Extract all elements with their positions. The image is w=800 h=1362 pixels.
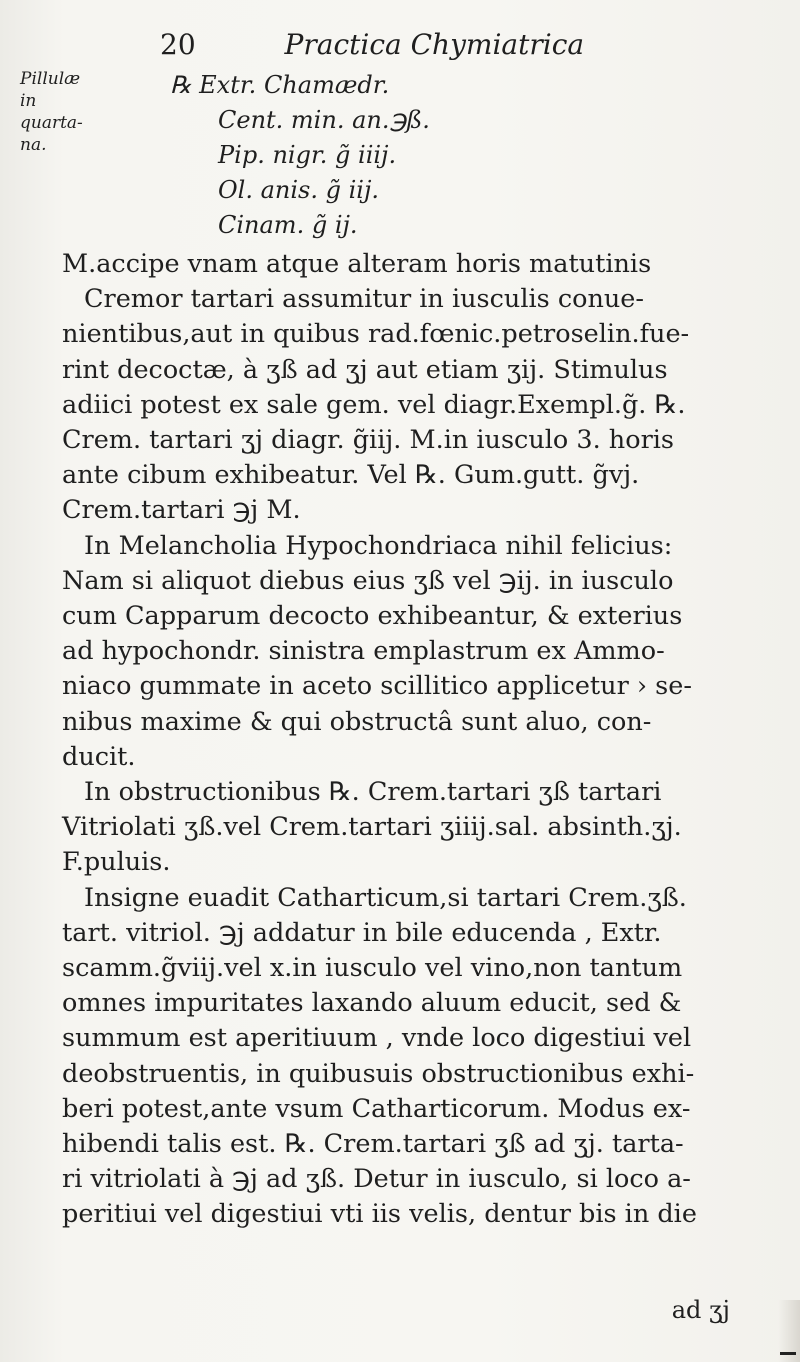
text-line: nibus maxime & qui obstructâ sunt aluo, con- <box>62 706 652 737</box>
text-line: tart. vitriol. ℈j addatur in bile educenda , Extr. <box>62 917 662 948</box>
recipe-line: Ol. anis. g̃ iij. <box>218 176 380 204</box>
margin-note-line: quarta- <box>20 113 83 133</box>
text-line: Crem.tartari ℈j M. <box>62 495 301 526</box>
text-line: ri vitriolati à ℈j ad ʒß. Detur in iusculo, si loco a- <box>62 1164 691 1195</box>
body-text <box>62 247 767 1233</box>
recipe-line: Pip. nigr. g̃ iiij. <box>218 141 397 169</box>
text-line: Nam si aliquot diebus eius ʒß vel ℈ij. in iusculo <box>62 565 674 596</box>
margin-note <box>20 68 100 156</box>
text-line: beri potest,ante vsum Catharticorum. Modus ex- <box>62 1093 691 1124</box>
text-line: rint decoctæ, à ʒß ad ʒj aut etiam ʒij. Stimulus <box>62 354 668 385</box>
text-line: hibendi talis est. ℞. Crem.tartari ʒß ad ʒj. tarta- <box>62 1129 684 1160</box>
text-line: In Melancholia Hypochondriaca nihil felicius: <box>84 530 673 561</box>
text-line: Vitriolati ʒß.vel Crem.tartari ʒiiij.sal. absinth.ʒj. <box>62 812 682 843</box>
text-line: ad hypochondr. sinistra emplastrum ex Ammo- <box>62 636 665 667</box>
margin-note-line: Pillulæ in <box>20 69 81 111</box>
recipe-line: Cinam. g̃ ij. <box>218 211 358 239</box>
text-line: M.accipe vnam atque alteram horis matutinis <box>62 249 652 279</box>
text-line: cum Capparum decocto exhibeantur, & exterius <box>62 601 683 632</box>
text-line: Insigne euadit Catharticum,si tartari Crem.ʒß. <box>84 882 687 913</box>
text-line: summum est aperitiuum , vnde loco digestiui vel <box>62 1023 692 1054</box>
edge-mark <box>780 1352 796 1355</box>
text-line: Cremor tartari assumitur in iusculis conue- <box>84 284 645 315</box>
text-line: niaco gummate in aceto scillitico applicetur › se- <box>62 671 692 702</box>
text-line: ante cibum exhibeatur. Vel ℞. Gum.gutt. g̃vj. <box>62 460 640 491</box>
text-line: scamm.g̃viij.vel x.in iusculo vel vino,non tantum <box>62 953 683 984</box>
text-line: peritiui vel digestiui vti iis velis, dentur bis in die <box>62 1199 697 1230</box>
margin-note-line: na. <box>20 135 47 155</box>
text-line: Crem. tartari ʒj diagr. g̃iij. M.in iusculo 3. horis <box>62 425 675 456</box>
recipe-line: Cent. min. an.℈ß. <box>218 106 430 134</box>
text-line: deobstruentis, in quibusuis obstructionibus exhi- <box>62 1058 695 1089</box>
page-header <box>160 28 680 61</box>
catchword: ad ʒj <box>671 1296 730 1324</box>
recipe-block <box>170 68 670 243</box>
text-line: nientibus,aut in quibus rad.fœnic.petroselin.fue- <box>62 319 690 350</box>
text-line: In obstructionibus ℞. Crem.tartari ʒß tartari <box>84 777 662 808</box>
text-line: adiici potest ex sale gem. vel diagr.Exempl.g̃. ℞. <box>62 389 686 420</box>
text-line: omnes impuritates laxando aluum educit, sed & <box>62 988 682 1019</box>
running-title: Practica Chymiatrica <box>284 28 585 61</box>
page-number: 20 <box>160 28 196 61</box>
text-line: F.puluis. <box>62 847 171 878</box>
text-line: ducit. <box>62 741 136 772</box>
recipe-line: ℞ Extr. Chamædr. <box>170 71 390 99</box>
